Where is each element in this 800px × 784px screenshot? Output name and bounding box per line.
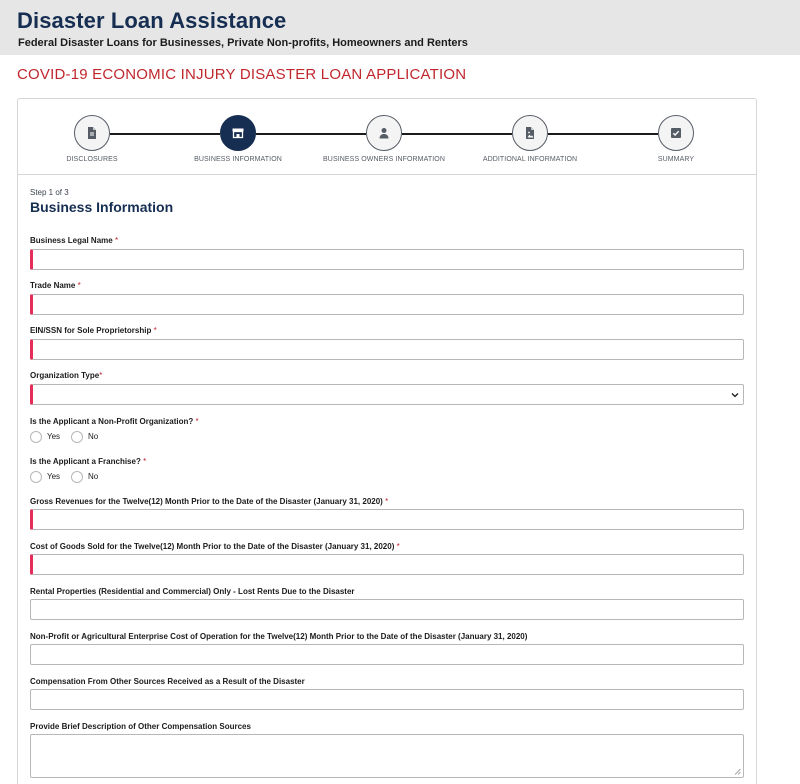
step-circle: [512, 115, 548, 151]
step-label: DISCLOSURES: [66, 156, 118, 163]
step-disclosures[interactable]: [22, 99, 162, 175]
business-legal-name-label: Business Legal Name *: [30, 236, 119, 245]
radio-label: Yes: [47, 432, 61, 441]
required-marker: *: [153, 326, 157, 335]
step-additional-information[interactable]: [460, 99, 600, 175]
ein-ssn-input[interactable]: [30, 339, 744, 360]
required-marker: *: [99, 371, 103, 380]
radio-circle[interactable]: [71, 431, 83, 443]
step-label: SUMMARY: [657, 156, 695, 163]
radio-circle[interactable]: [30, 431, 42, 443]
required-marker: *: [396, 542, 400, 551]
step-label: ADDITIONAL INFORMATION: [482, 156, 578, 163]
step-circle: [74, 115, 110, 151]
cost-of-operation-input[interactable]: [30, 644, 744, 665]
section-title: Business Information: [30, 199, 174, 215]
radio-circle[interactable]: [71, 471, 83, 483]
radio-label: No: [88, 472, 99, 481]
step-circle: [220, 115, 256, 151]
compensation-label: Compensation From Other Sources Received as a Result of the Disaster: [30, 677, 305, 686]
cost-of-operation-label: Non-Profit or Agricultural Enterprise Cost of Operation for the Twelve(12) Month Prior to the Date of the Disaster (January 31, 2020): [30, 632, 528, 641]
chevron-down-icon: [731, 391, 739, 399]
required-marker: *: [195, 417, 199, 426]
gross-revenues-label: Gross Revenues for the Twelve(12) Month Prior to the Date of the Disaster (January 31, 2020) *: [30, 497, 389, 506]
organization-type-select[interactable]: [30, 384, 744, 405]
step-summary[interactable]: [606, 99, 746, 175]
document-icon: [85, 126, 99, 140]
site-subtitle: Federal Disaster Loans for Businesses, Private Non-profits, Homeowners and Renters: [18, 37, 468, 49]
storefront-icon: [231, 126, 245, 140]
non-profit-label: Is the Applicant a Non-Profit Organization? *: [30, 417, 199, 426]
progress-stepper: [18, 99, 756, 175]
application-form-card: [17, 98, 757, 784]
trade-name-label: Trade Name *: [30, 281, 81, 290]
organization-type-label: Organization Type*: [30, 371, 103, 380]
step-business-information[interactable]: [168, 99, 308, 175]
rental-properties-label: Rental Properties (Residential and Commercial) Only - Lost Rents Due to the Disaster: [30, 587, 355, 596]
cost-of-goods-input[interactable]: [30, 554, 744, 575]
radio-circle[interactable]: [30, 471, 42, 483]
required-marker: *: [114, 236, 119, 245]
step-indicator: Step 1 of 3: [30, 188, 69, 197]
gross-revenues-input[interactable]: [30, 509, 744, 530]
compensation-description-label: Provide Brief Description of Other Compensation Sources: [30, 722, 251, 731]
step-label: BUSINESS INFORMATION: [194, 156, 282, 163]
site-title[interactable]: Disaster Loan Assistance: [17, 8, 287, 33]
person-icon: [377, 126, 391, 140]
required-marker: *: [385, 497, 389, 506]
step-circle: [366, 115, 402, 151]
document-image-icon: [523, 126, 537, 140]
step-circle: [658, 115, 694, 151]
step-label: BUSINESS OWNERS INFORMATION: [323, 156, 445, 163]
required-marker: *: [77, 281, 81, 290]
business-legal-name-input[interactable]: [30, 249, 744, 270]
radio-label: Yes: [47, 472, 61, 481]
ein-ssn-label: EIN/SSN for Sole Proprietorship *: [30, 326, 157, 335]
radio-label: No: [88, 432, 99, 441]
checkbox-icon: [669, 126, 683, 140]
step-business-owners-information[interactable]: [314, 99, 454, 175]
site-header: [0, 0, 800, 55]
application-title: COVID-19 ECONOMIC INJURY DISASTER LOAN APPLICATION: [17, 66, 467, 83]
required-marker: *: [143, 457, 147, 466]
rental-properties-input[interactable]: [30, 599, 744, 620]
trade-name-input[interactable]: [30, 294, 744, 315]
compensation-description-textarea[interactable]: [30, 734, 744, 778]
cost-of-goods-label: Cost of Goods Sold for the Twelve(12) Month Prior to the Date of the Disaster (January 31, 2020) *: [30, 542, 400, 551]
compensation-input[interactable]: [30, 689, 744, 710]
franchise-label: Is the Applicant a Franchise? *: [30, 457, 147, 466]
resize-grip-icon[interactable]: [734, 768, 741, 775]
